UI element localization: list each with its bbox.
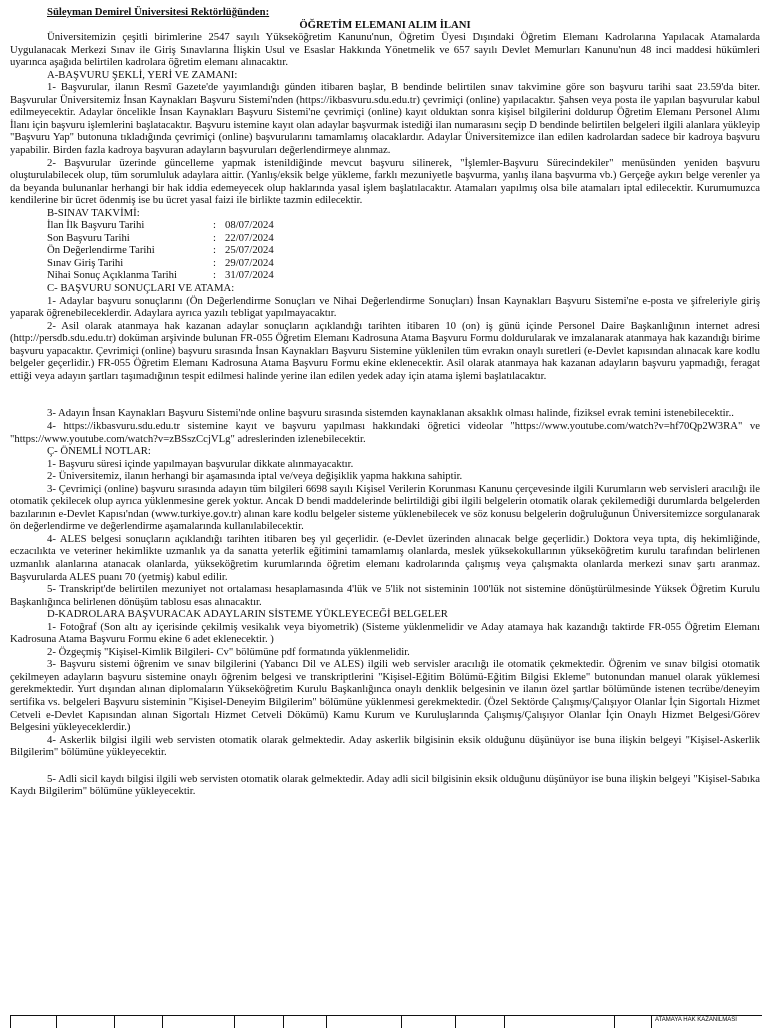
positions-table-header [10,1015,762,1028]
section-d-item-5: 5- Adli sicil kaydı bilgisi ilgili web servisten otomatik olarak gelmektedir. Aday adli sicil bilgisinin eksik olduğunu düşünüyor ise buna ilişkin belgeyi "Kişisel-Sabıka Kaydı Bilgilerim" bölümüne yükleyecektir. [10,772,760,798]
calendar-date: 29/07/2024 [225,256,274,269]
section-c2-item-2: 2- Üniversitemiz, ilanın herhangi bir aşamasında iptal ve/veya değişiklik yapma hakkına sahiptir. [47,470,463,483]
announcement-title: ÖĞRETİM ELEMANI ALIM İLANI [299,18,471,31]
calendar-separator: : [213,256,216,269]
calendar-row [47,232,760,245]
section-c2-item-4: 4- ALES belgesi sonuçların açıklandığı tarihten itibaren beş yıl geçerlidir. (e-Devlet üzerinden alınacak belge geçerlidir.) Doktora veya tıpta, diş hekimliğinde, eczacılıkta ve veteriner hekimlikte uzmanlık ya da sanatta yeterlik eğitimini tamamlamış olanlarda, meslek yüksekokullarının yükseköğretim kurulu tarafından belirlenen uzmanlık alanlarına atanacak olanlarda, yükseköğretim kurumlarında öğretim elemanı kadrolarında çalışmış veya çalışmakta olanlarda merkezi sınav şartı aranmaz. Başvurularda ALES puanı 70 (yetmiş) kabul edilir. [10,532,760,583]
section-a-heading: A-BAŞVURU ŞEKLİ, YERİ VE ZAMANI: [47,68,238,81]
section-b-heading: B-SINAV TAKVİMİ: [47,206,140,219]
calendar-row [47,269,760,282]
table-cell [283,1016,326,1028]
spacer [10,759,760,773]
spacer [10,382,760,407]
section-c-item-1: 1- Adaylar başvuru sonuçlarını (Ön Değerlendirme Sonuçları ve Nihai Değerlendirme Sonuçları) İnsan Kaynakları Başvuru Sistemi'ne e-posta ve şifreleriyle giriş yaparak öğrenebileceklerdir. Adaylara ayrıca yazılı tebligat yapılmayacaktır. [10,294,760,320]
table-cell [10,1016,56,1028]
section-d-heading: D-KADROLARA BAŞVURACAK ADAYLARIN SİSTEME YÜKLEYECEĞİ BELGELER [47,608,448,621]
section-c-heading: C- BAŞVURU SONUÇLARI VE ATAMA: [47,282,235,295]
calendar-date: 08/07/2024 [225,219,274,232]
table-cell [614,1016,651,1028]
calendar-label: Nihai Sonuç Açıklanma Tarihi [47,269,177,282]
section-c2-item-1: 1- Başvuru süresi içinde yapılmayan başvurular dikkate alınmayacaktır. [47,457,354,470]
calendar-separator: : [213,269,216,282]
table-cell [114,1016,162,1028]
calendar-row [47,244,760,257]
calendar-date: 31/07/2024 [225,269,274,282]
calendar-label: Sınav Giriş Tarihi [47,256,124,269]
section-d-item-3: 3- Başvuru sistemi öğrenim ve sınav bilgilerini (Yabancı Dil ve ALES) ilgili web servisler aracılığı ile otomatik çekmektedir. Öğrenim ve sınav bilgisi otomatik çekilmeyen adayların başvuru sistemine onaylı öğrenim belgesi ve transkriptlerini "Kişisel-Eğitim Bölümü-Eğitim Bilgisi Ekleme" butonundan manuel olarak yüklemesi gerekmektedir. Yurt dışından alınan diplomaların Yükseköğretim Kurulu Başkanlığınca onaylı denklik belgesinin ve ilanın özel şartlar bölümünde istenen tecrübe/deneyim sertifika vs. belgeleri Başvuru sisteminin "Kişisel-Deneyim Bilgilerim" bölümüne yüklenmesi gerekmektedir. (Özel Sektörde Çalışmış/Çalışıyor Olanlar İçin Sigortalı Hizmet Cetveli e-Devlet Kapısından alınan Sigortalı Hizmet Cetveli Dökümü) Kamu Kurum ve Kuruluşlarında Çalışmış/Çalışıyor Olanlar İçin Onaylı Hizmet Belgesi/Görev Belgesini yükleyeceklerdir.) [10,658,760,734]
section-a-item-1: 1- Başvurular, ilanın Resmî Gazete'de yayımlandığı günden itibaren başlar, B bendinde belirtilen sınav takvimine göre son başvuru tarihi saat 23.59'da biter. Başvurular Üniversitemiz İnsan Kaynakları Başvuru Sistemi'nden (https://ikbasvuru.sdu.edu.tr) çevrimiçi (online) yapılacaktır. Şahsen veya posta ile yapılan başvurular kabul edilmeyecektir. Adaylar öncelikle İnsan Kaynakları Başvuru Sistemi'ne çevrimiçi (online) kayıt olduktan sonra kişisel bilgilerini doldurup Öğretim Elemanı Personel Alımı İlanı için başvuru işlemlerini başlatacaktır. Başvuru istemine kayıt olan adaylar başvurmak istediği ilan numarasını seçip D bendinde belirtilen belgeleri ilgili alanlara yükleyip "Başvuru Yap" butonuna tıkladığında çevrimiçi (online) başvurularını tamamlamış olacaklardır. Adaylar Üniversitemizce ilan edilen kadrolardan sadece bir kadroya başvuru yapabilir. Birden fazla kadroya başvuran adayların başvuruları değerlendirmeye alınmaz. [10,81,760,157]
intro-paragraph: Üniversitemizin çeşitli birimlerine 2547 sayılı Yükseköğretim Kanunu'nun, Öğretim Üyesi Dışındaki Öğretim Elemanı Kadrolarına Yapılacak Atamalarda Uygulanacak Merkezi Sınav ile Giriş Sınavlarına İlişkin Usul ve Esaslar Hakkında Yönetmelik ve 657 sayılı Devlet Memurları Kanunu'nun 48 inci maddesi hükümleri uyarınca aşağıda belirtilen kadrolara öğretim elemanı alınacaktır. [10,31,760,69]
table-cell [455,1016,505,1028]
exam-calendar [47,219,760,282]
calendar-date: 25/07/2024 [225,244,274,257]
calendar-date: 22/07/2024 [225,231,274,244]
table-cell [401,1016,455,1028]
table-cell [56,1016,114,1028]
calendar-label: Ön Değerlendirme Tarihi [47,244,155,257]
calendar-row [47,257,760,270]
section-d-item-2: 2- Özgeçmiş "Kişisel-Kimlik Bilgileri- Cv" bölümüne pdf formatında yüklenmelidir. [47,645,410,658]
calendar-label: Son Başvuru Tarihi [47,231,130,244]
section-c2-item-5: 5- Transkript'de belirtilen mezuniyet not ortalaması hesaplamasında 4'lük ve 5'lik not sisteminin 100'lük not sistemine dönüştürülmesinde Yüksek Öğretim Kurulu Başkanlığınca belirlenen dönüşüm tablosu esas alınacaktır. [10,583,760,608]
table-cell [162,1016,234,1028]
calendar-separator: : [213,244,216,257]
section-a-item-2: 2- Başvurular üzerinde güncelleme yapmak istenildiğinde mevcut başvuru silinerek, "İşlemler-Başvuru Sürecindekiler" menüsünden yeniden başvuru oluşturulabilecek olup, tüm sorumluluk adaylara aittir. (Yanlış/eksik belge yükleme, farklı mezuniyetle başvurma, yanlış ilana başvurma vb.) Gerçeğe aykırı belge verenler ya da beyanda bulunanlar herhangi bir hak iddia edemeyecek olup haklarında yasal işlem başlatılacaktır. Atamaları yapılmış olsa bile atamaları iptal edilecektir. Kurumumuzca kendilerine bir ücret ödenmiş ise bu ücret yasal faizi ile birlikte tazmin edilecektir. [10,156,760,207]
section-c-item-2: 2- Asil olarak atanmaya hak kazanan adaylar sonuçların açıklandığı tarihten itibaren 10 (on) iş günü içinde Personel Daire Başkanlığının internet adresi (http://persdb.sdu.edu.tr) doküman arşivinde bulunan FR-055 Öğretim Elemanı Kadrosuna Atama Başvuru Formu doldurularak ve imzalanarak atanmaya hak kazandığı birime başvuru yapacaktır. Çevrimiçi (online) başvuru sırasında İnsan Kaynakları Başvuru Sistemine yüklenilen tüm evrakın onaylı suretleri (e-Devlet kapısından alınacak kare kodlu belgeler geçerlidir.) FR-055 Öğretim Elemanı Kadrosuna Atama Başvuru Formu ekine eklenecektir. Asil olarak atanmaya hak kazanan adayların başvuru yapmadığı, feragat ettiği veya adayın şartları taşımadığının tespit edilmesi halinde yerine ilan edilen yedek aday için atama işlemi başlatılacaktır. [10,319,760,382]
calendar-separator: : [213,231,216,244]
section-c-item-4: 4- https://ikbasvuru.sdu.edu.tr sistemine kayıt ve başvuru yapılması hakkındaki öğretici videolar "https://www.youtube.com/watch?v=hf70Qp2W3RA" ve "https://www.youtube.com/watch?v=zBSszCcjVLg" adreslerinden izlenebilecektir. [10,419,760,445]
calendar-row [47,219,760,232]
section-d-item-1: 1- Fotoğraf (Son altı ay içerisinde çekilmiş vesikalık veya biyometrik) (Sisteme yüklenmelidir ve Aday atamaya hak kazandığı taktirde FR-055 Öğretim Elemanı Kadrosuna Atama Başvuru Formu ekine 6 adet eklenecektir. ) [10,620,760,646]
table-cell [504,1016,614,1028]
table-header-cell-appointment: ATAMAYA HAK KAZANILMASI [651,1016,762,1028]
document-page [10,6,760,798]
calendar-separator: : [213,219,216,232]
calendar-label: İlan İlk Başvuru Tarihi [47,219,145,232]
issuer-heading: Süleyman Demirel Üniversitesi Rektörlüğünden: [47,6,270,18]
section-c2-heading: Ç- ÖNEMLİ NOTLAR: [47,445,151,458]
section-c-item-3: 3- Adayın İnsan Kaynakları Başvuru Sistemi'nde online başvuru sırasında sistemden kaynaklanan aksaklık olması halinde, fiziksel evrak temini istenebilecektir.. [47,407,734,420]
table-cell [326,1016,401,1028]
table-cell [234,1016,284,1028]
section-c2-item-3: 3- Çevrimiçi (online) başvuru sırasında adayın tüm bilgileri 6698 sayılı Kişisel Verilerin Korunması Kanunu çerçevesinde ilgili Kurumların web servisleri aracılığı ile otomatik çekilecek olup ayrıca yüklenmesine gerek yoktur. Ancak D bendi maddelerinde belirtildiği gibi ilgili belgelerin otomatik olarak çekilemediği durumlarda belgelerden bazılarının e-Devlet Kapısı'ndan (www.turkiye.gov.tr) alınan kare kodlu belgeler sisteme yüklenebilecek ve söz konusu belgelerin doğruluğunun Üniversitemizce sorgulanarak ön değerlendirme ve değerlendirme aşamalarında kullanılabilecektir. [10,482,760,533]
section-d-item-4: 4- Askerlik bilgisi ilgili web servisten otomatik olarak gelmektedir. Aday askerlik bilgisinin eksik olduğunu düşünüyor ise buna ilişkin belgeyi "Kişisel-Askerlik Bilgilerim" bölümüne yükleyecektir. [10,733,760,759]
